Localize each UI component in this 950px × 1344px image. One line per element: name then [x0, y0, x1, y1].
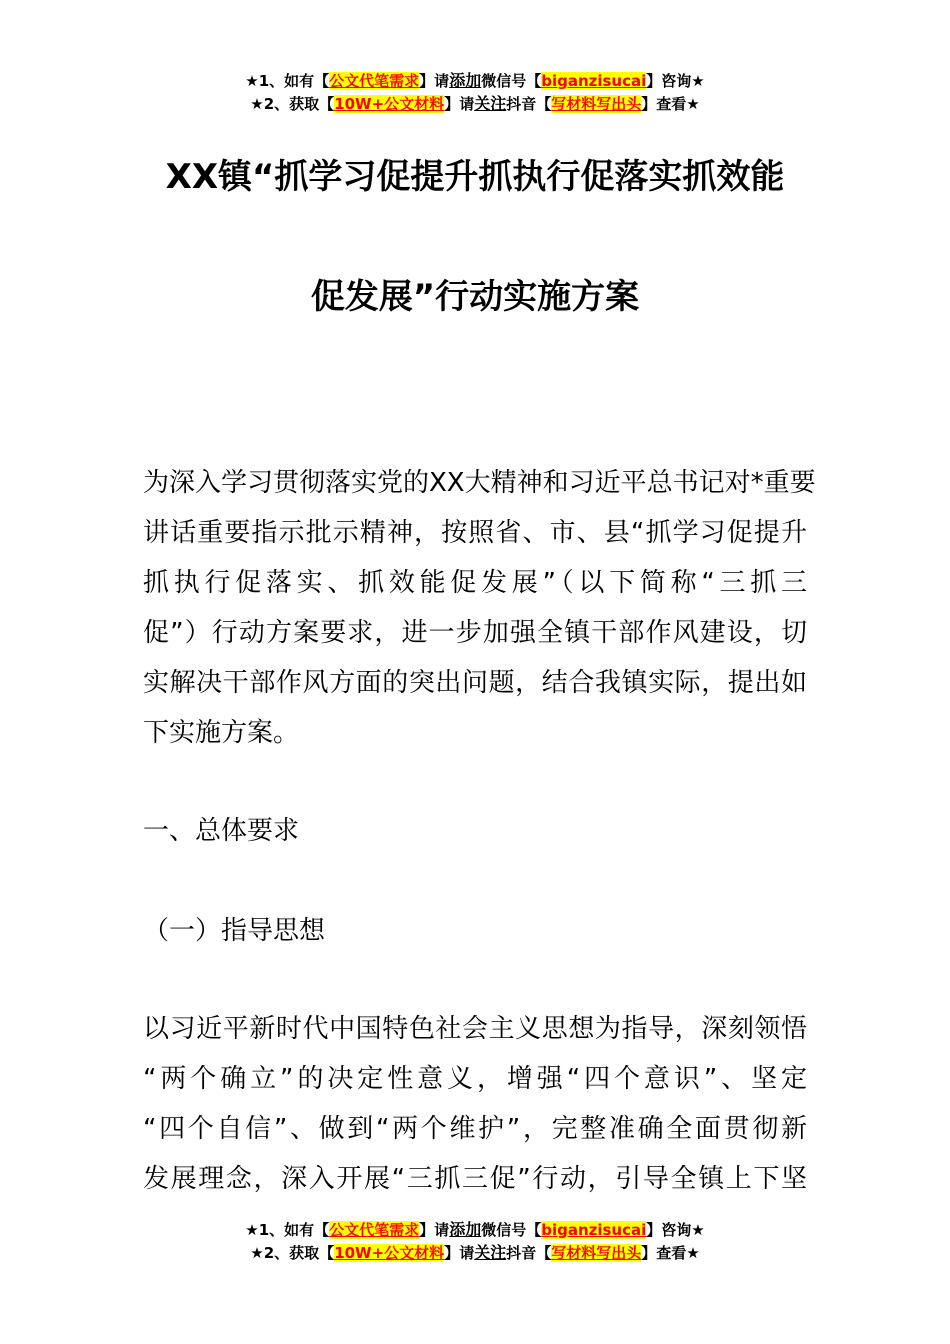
bottom-promo-banner: [0, 1218, 950, 1264]
paragraph-line: 讲话重要指示批示精神，按照省、市、县“抓学习促提升: [143, 518, 807, 548]
promo-wechat-id: biganzisucai: [541, 1221, 647, 1239]
section-heading: 一、总体要求: [143, 816, 300, 846]
promo-wechat-id: biganzisucai: [541, 72, 647, 90]
promo-douyin-id: 写材料写出头: [551, 95, 642, 113]
document-title-line-1: XX镇“抓学习促提升抓执行促落实抓效能: [165, 157, 785, 197]
promo-highlight: 10W+公文材料: [334, 95, 445, 113]
paragraph-line: 下实施方案。: [143, 718, 300, 748]
paragraph-line: “两个确立”的决定性意义，增强“四个意识”、坚定: [143, 1064, 807, 1094]
promo-line-2: ★2、获取【10W+公文材料】请关注抖音【写材料写出头】查看★: [250, 1243, 700, 1262]
promo-line-1: ★1、如有【公文代笔需求】请添加微信号【biganzisucai】咨询★: [245, 1220, 705, 1239]
paragraph-line: 实解决干部作风方面的突出问题，结合我镇实际，提出如: [143, 668, 807, 698]
top-promo-banner: [0, 69, 950, 115]
promo-douyin-id: 写材料写出头: [551, 1244, 642, 1262]
paragraph-line: 抓执行促落实、抓效能促发展”（以下简称“三抓三: [143, 568, 807, 598]
paragraph-line: “四个自信”、做到“两个维护”，完整准确全面贯彻新: [143, 1114, 807, 1144]
promo-highlight: 公文代笔需求: [329, 72, 420, 90]
promo-line-2: ★2、获取【10W+公文材料】请关注抖音【写材料写出头】查看★: [250, 94, 700, 113]
document-title-line-2: 促发展”行动实施方案: [310, 277, 640, 317]
paragraph-line: 以习近平新时代中国特色社会主义思想为指导，深刻领悟: [143, 1014, 807, 1044]
paragraph-line: 为深入学习贯彻落实党的XX大精神和习近平总书记对*重要: [143, 468, 816, 498]
promo-highlight: 公文代笔需求: [329, 1221, 420, 1239]
promo-line-1: ★1、如有【公文代笔需求】请添加微信号【biganzisucai】咨询★: [245, 71, 705, 90]
paragraph-line: 发展理念，深入开展“三抓三促”行动，引导全镇上下坚: [143, 1164, 807, 1194]
promo-highlight: 10W+公文材料: [334, 1244, 445, 1262]
paragraph-line: 促”）行动方案要求，进一步加强全镇干部作风建设，切: [143, 618, 807, 648]
subsection-heading: （一）指导思想: [143, 916, 326, 946]
